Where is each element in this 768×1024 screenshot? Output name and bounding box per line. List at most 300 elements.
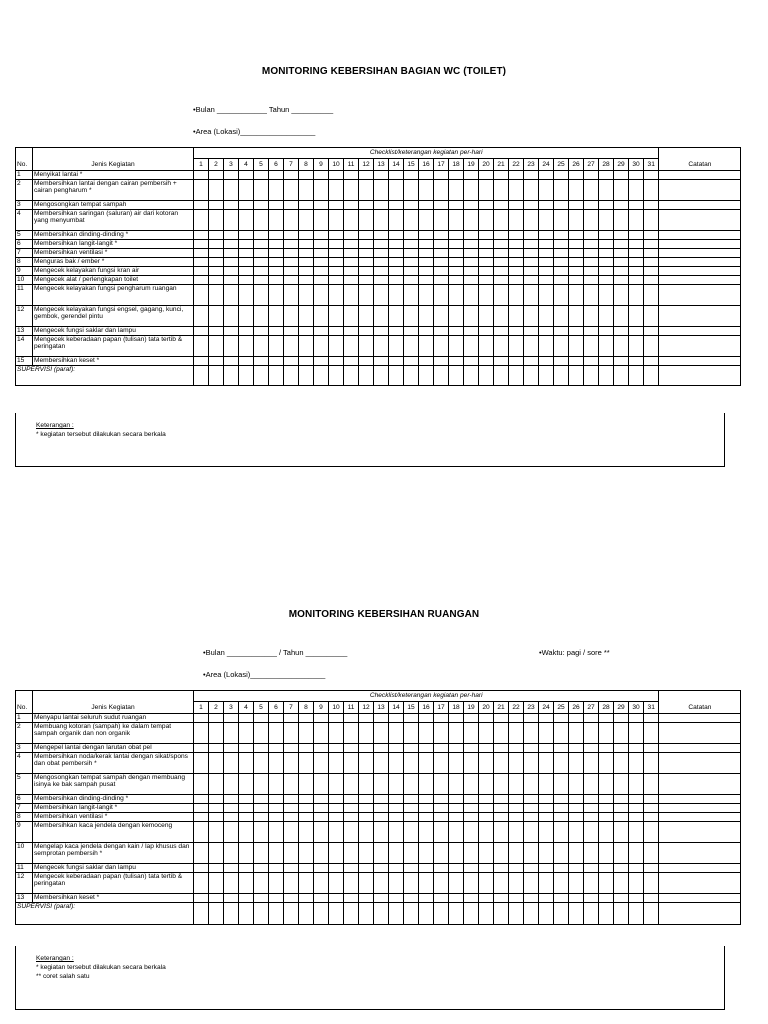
check-cell[interactable] — [284, 171, 299, 180]
check-cell[interactable] — [344, 774, 359, 795]
check-cell[interactable] — [314, 804, 329, 813]
check-cell[interactable] — [329, 357, 344, 366]
check-cell[interactable] — [479, 873, 494, 894]
check-cell[interactable] — [569, 210, 584, 231]
check-cell[interactable] — [254, 714, 269, 723]
check-cell[interactable] — [329, 822, 344, 843]
check-cell[interactable] — [509, 210, 524, 231]
check-cell[interactable] — [569, 180, 584, 201]
check-cell[interactable] — [554, 723, 569, 744]
check-cell[interactable] — [554, 753, 569, 774]
catatan-cell[interactable] — [659, 306, 741, 327]
check-cell[interactable] — [194, 201, 209, 210]
check-cell[interactable] — [419, 843, 434, 864]
check-cell[interactable] — [374, 327, 389, 336]
check-cell[interactable] — [239, 822, 254, 843]
check-cell[interactable] — [404, 249, 419, 258]
check-cell[interactable] — [224, 744, 239, 753]
paraf-cell[interactable] — [314, 903, 329, 925]
check-cell[interactable] — [224, 873, 239, 894]
check-cell[interactable] — [299, 744, 314, 753]
check-cell[interactable] — [599, 285, 614, 306]
paraf-cell[interactable] — [434, 366, 449, 386]
catatan-cell[interactable] — [659, 774, 741, 795]
check-cell[interactable] — [209, 795, 224, 804]
check-cell[interactable] — [479, 753, 494, 774]
check-cell[interactable] — [254, 276, 269, 285]
check-cell[interactable] — [404, 744, 419, 753]
check-cell[interactable] — [284, 774, 299, 795]
check-cell[interactable] — [554, 327, 569, 336]
paraf-cell[interactable] — [599, 903, 614, 925]
check-cell[interactable] — [404, 285, 419, 306]
check-cell[interactable] — [509, 285, 524, 306]
check-cell[interactable] — [599, 723, 614, 744]
check-cell[interactable] — [524, 744, 539, 753]
check-cell[interactable] — [299, 306, 314, 327]
check-cell[interactable] — [209, 813, 224, 822]
check-cell[interactable] — [194, 267, 209, 276]
check-cell[interactable] — [269, 723, 284, 744]
check-cell[interactable] — [419, 774, 434, 795]
check-cell[interactable] — [359, 774, 374, 795]
check-cell[interactable] — [644, 804, 659, 813]
check-cell[interactable] — [479, 267, 494, 276]
check-cell[interactable] — [599, 822, 614, 843]
check-cell[interactable] — [419, 873, 434, 894]
check-cell[interactable] — [539, 873, 554, 894]
check-cell[interactable] — [419, 336, 434, 357]
check-cell[interactable] — [239, 171, 254, 180]
check-cell[interactable] — [449, 714, 464, 723]
check-cell[interactable] — [254, 201, 269, 210]
check-cell[interactable] — [434, 336, 449, 357]
check-cell[interactable] — [464, 210, 479, 231]
check-cell[interactable] — [284, 240, 299, 249]
check-cell[interactable] — [344, 249, 359, 258]
check-cell[interactable] — [359, 873, 374, 894]
check-cell[interactable] — [314, 864, 329, 873]
check-cell[interactable] — [329, 201, 344, 210]
check-cell[interactable] — [629, 249, 644, 258]
check-cell[interactable] — [314, 258, 329, 267]
check-cell[interactable] — [344, 804, 359, 813]
check-cell[interactable] — [224, 753, 239, 774]
check-cell[interactable] — [539, 843, 554, 864]
check-cell[interactable] — [449, 249, 464, 258]
check-cell[interactable] — [329, 864, 344, 873]
check-cell[interactable] — [599, 267, 614, 276]
check-cell[interactable] — [449, 336, 464, 357]
check-cell[interactable] — [449, 180, 464, 201]
check-cell[interactable] — [554, 336, 569, 357]
check-cell[interactable] — [479, 201, 494, 210]
check-cell[interactable] — [419, 813, 434, 822]
check-cell[interactable] — [239, 336, 254, 357]
check-cell[interactable] — [644, 201, 659, 210]
check-cell[interactable] — [554, 774, 569, 795]
check-cell[interactable] — [494, 753, 509, 774]
check-cell[interactable] — [359, 249, 374, 258]
check-cell[interactable] — [554, 210, 569, 231]
check-cell[interactable] — [419, 231, 434, 240]
check-cell[interactable] — [314, 873, 329, 894]
check-cell[interactable] — [644, 357, 659, 366]
check-cell[interactable] — [209, 774, 224, 795]
check-cell[interactable] — [524, 201, 539, 210]
check-cell[interactable] — [314, 171, 329, 180]
paraf-cell[interactable] — [284, 903, 299, 925]
check-cell[interactable] — [194, 873, 209, 894]
check-cell[interactable] — [239, 210, 254, 231]
paraf-cell[interactable] — [209, 366, 224, 386]
check-cell[interactable] — [254, 753, 269, 774]
check-cell[interactable] — [374, 357, 389, 366]
check-cell[interactable] — [194, 258, 209, 267]
check-cell[interactable] — [209, 240, 224, 249]
check-cell[interactable] — [194, 894, 209, 903]
check-cell[interactable] — [269, 744, 284, 753]
check-cell[interactable] — [284, 822, 299, 843]
check-cell[interactable] — [479, 822, 494, 843]
paraf-cell[interactable] — [404, 366, 419, 386]
check-cell[interactable] — [434, 267, 449, 276]
check-cell[interactable] — [239, 795, 254, 804]
check-cell[interactable] — [479, 744, 494, 753]
check-cell[interactable] — [374, 258, 389, 267]
check-cell[interactable] — [389, 249, 404, 258]
check-cell[interactable] — [434, 306, 449, 327]
check-cell[interactable] — [524, 285, 539, 306]
check-cell[interactable] — [314, 240, 329, 249]
check-cell[interactable] — [509, 171, 524, 180]
check-cell[interactable] — [644, 813, 659, 822]
check-cell[interactable] — [584, 723, 599, 744]
check-cell[interactable] — [524, 864, 539, 873]
check-cell[interactable] — [449, 723, 464, 744]
check-cell[interactable] — [539, 285, 554, 306]
check-cell[interactable] — [209, 231, 224, 240]
check-cell[interactable] — [344, 864, 359, 873]
check-cell[interactable] — [614, 249, 629, 258]
check-cell[interactable] — [389, 843, 404, 864]
check-cell[interactable] — [614, 201, 629, 210]
check-cell[interactable] — [629, 864, 644, 873]
check-cell[interactable] — [299, 714, 314, 723]
check-cell[interactable] — [329, 327, 344, 336]
check-cell[interactable] — [524, 357, 539, 366]
check-cell[interactable] — [284, 336, 299, 357]
check-cell[interactable] — [284, 267, 299, 276]
check-cell[interactable] — [239, 180, 254, 201]
check-cell[interactable] — [434, 714, 449, 723]
check-cell[interactable] — [419, 804, 434, 813]
check-cell[interactable] — [614, 240, 629, 249]
check-cell[interactable] — [299, 276, 314, 285]
check-cell[interactable] — [254, 804, 269, 813]
check-cell[interactable] — [524, 813, 539, 822]
check-cell[interactable] — [569, 813, 584, 822]
check-cell[interactable] — [299, 258, 314, 267]
check-cell[interactable] — [599, 180, 614, 201]
check-cell[interactable] — [209, 357, 224, 366]
check-cell[interactable] — [434, 249, 449, 258]
check-cell[interactable] — [494, 327, 509, 336]
check-cell[interactable] — [374, 201, 389, 210]
check-cell[interactable] — [314, 894, 329, 903]
check-cell[interactable] — [299, 231, 314, 240]
check-cell[interactable] — [299, 285, 314, 306]
check-cell[interactable] — [314, 249, 329, 258]
check-cell[interactable] — [569, 357, 584, 366]
check-cell[interactable] — [404, 795, 419, 804]
check-cell[interactable] — [464, 843, 479, 864]
check-cell[interactable] — [269, 276, 284, 285]
check-cell[interactable] — [614, 774, 629, 795]
check-cell[interactable] — [584, 327, 599, 336]
check-cell[interactable] — [239, 231, 254, 240]
check-cell[interactable] — [389, 864, 404, 873]
check-cell[interactable] — [389, 822, 404, 843]
check-cell[interactable] — [464, 267, 479, 276]
check-cell[interactable] — [404, 774, 419, 795]
check-cell[interactable] — [494, 804, 509, 813]
check-cell[interactable] — [554, 258, 569, 267]
check-cell[interactable] — [509, 180, 524, 201]
check-cell[interactable] — [239, 276, 254, 285]
check-cell[interactable] — [434, 258, 449, 267]
check-cell[interactable] — [494, 240, 509, 249]
check-cell[interactable] — [359, 822, 374, 843]
check-cell[interactable] — [494, 306, 509, 327]
check-cell[interactable] — [374, 774, 389, 795]
check-cell[interactable] — [284, 723, 299, 744]
check-cell[interactable] — [284, 306, 299, 327]
check-cell[interactable] — [269, 357, 284, 366]
check-cell[interactable] — [374, 180, 389, 201]
check-cell[interactable] — [269, 336, 284, 357]
check-cell[interactable] — [509, 306, 524, 327]
check-cell[interactable] — [464, 774, 479, 795]
check-cell[interactable] — [584, 201, 599, 210]
check-cell[interactable] — [524, 171, 539, 180]
check-cell[interactable] — [404, 267, 419, 276]
check-cell[interactable] — [629, 873, 644, 894]
check-cell[interactable] — [614, 180, 629, 201]
check-cell[interactable] — [464, 306, 479, 327]
check-cell[interactable] — [194, 714, 209, 723]
check-cell[interactable] — [404, 201, 419, 210]
check-cell[interactable] — [419, 306, 434, 327]
check-cell[interactable] — [239, 357, 254, 366]
check-cell[interactable] — [524, 894, 539, 903]
check-cell[interactable] — [434, 822, 449, 843]
check-cell[interactable] — [494, 894, 509, 903]
check-cell[interactable] — [269, 774, 284, 795]
check-cell[interactable] — [239, 201, 254, 210]
paraf-cell[interactable] — [299, 366, 314, 386]
check-cell[interactable] — [554, 714, 569, 723]
check-cell[interactable] — [239, 843, 254, 864]
check-cell[interactable] — [374, 285, 389, 306]
check-cell[interactable] — [599, 249, 614, 258]
check-cell[interactable] — [449, 210, 464, 231]
check-cell[interactable] — [404, 327, 419, 336]
check-cell[interactable] — [314, 180, 329, 201]
check-cell[interactable] — [434, 327, 449, 336]
check-cell[interactable] — [599, 894, 614, 903]
check-cell[interactable] — [344, 201, 359, 210]
check-cell[interactable] — [314, 336, 329, 357]
catatan-cell[interactable] — [659, 795, 741, 804]
check-cell[interactable] — [614, 285, 629, 306]
check-cell[interactable] — [644, 231, 659, 240]
check-cell[interactable] — [449, 753, 464, 774]
check-cell[interactable] — [284, 231, 299, 240]
paraf-cell[interactable] — [209, 903, 224, 925]
check-cell[interactable] — [599, 804, 614, 813]
check-cell[interactable] — [419, 723, 434, 744]
paraf-cell[interactable] — [644, 903, 659, 925]
check-cell[interactable] — [344, 822, 359, 843]
catatan-cell[interactable] — [659, 285, 741, 306]
check-cell[interactable] — [404, 240, 419, 249]
check-cell[interactable] — [194, 744, 209, 753]
check-cell[interactable] — [434, 864, 449, 873]
paraf-cell[interactable] — [629, 366, 644, 386]
check-cell[interactable] — [374, 894, 389, 903]
check-cell[interactable] — [479, 723, 494, 744]
check-cell[interactable] — [539, 744, 554, 753]
paraf-cell[interactable] — [509, 366, 524, 386]
check-cell[interactable] — [269, 306, 284, 327]
check-cell[interactable] — [194, 210, 209, 231]
check-cell[interactable] — [329, 894, 344, 903]
check-cell[interactable] — [239, 249, 254, 258]
check-cell[interactable] — [209, 210, 224, 231]
check-cell[interactable] — [584, 714, 599, 723]
check-cell[interactable] — [344, 714, 359, 723]
check-cell[interactable] — [449, 795, 464, 804]
check-cell[interactable] — [209, 723, 224, 744]
check-cell[interactable] — [644, 267, 659, 276]
check-cell[interactable] — [479, 240, 494, 249]
check-cell[interactable] — [419, 744, 434, 753]
check-cell[interactable] — [299, 894, 314, 903]
check-cell[interactable] — [494, 774, 509, 795]
check-cell[interactable] — [434, 231, 449, 240]
catatan-cell[interactable] — [659, 714, 741, 723]
check-cell[interactable] — [404, 306, 419, 327]
check-cell[interactable] — [584, 804, 599, 813]
check-cell[interactable] — [404, 843, 419, 864]
check-cell[interactable] — [329, 753, 344, 774]
check-cell[interactable] — [629, 201, 644, 210]
check-cell[interactable] — [434, 723, 449, 744]
check-cell[interactable] — [374, 753, 389, 774]
check-cell[interactable] — [254, 231, 269, 240]
check-cell[interactable] — [644, 285, 659, 306]
check-cell[interactable] — [239, 744, 254, 753]
check-cell[interactable] — [299, 201, 314, 210]
check-cell[interactable] — [299, 804, 314, 813]
check-cell[interactable] — [299, 357, 314, 366]
check-cell[interactable] — [374, 249, 389, 258]
check-cell[interactable] — [374, 714, 389, 723]
check-cell[interactable] — [269, 249, 284, 258]
check-cell[interactable] — [329, 723, 344, 744]
check-cell[interactable] — [194, 231, 209, 240]
check-cell[interactable] — [239, 267, 254, 276]
check-cell[interactable] — [494, 267, 509, 276]
check-cell[interactable] — [209, 171, 224, 180]
check-cell[interactable] — [419, 822, 434, 843]
check-cell[interactable] — [614, 714, 629, 723]
check-cell[interactable] — [554, 843, 569, 864]
check-cell[interactable] — [314, 774, 329, 795]
check-cell[interactable] — [209, 201, 224, 210]
check-cell[interactable] — [434, 357, 449, 366]
check-cell[interactable] — [494, 357, 509, 366]
catatan-cell[interactable] — [659, 366, 741, 386]
check-cell[interactable] — [329, 336, 344, 357]
check-cell[interactable] — [464, 804, 479, 813]
check-cell[interactable] — [434, 774, 449, 795]
paraf-cell[interactable] — [374, 366, 389, 386]
check-cell[interactable] — [194, 864, 209, 873]
check-cell[interactable] — [584, 276, 599, 285]
check-cell[interactable] — [599, 774, 614, 795]
check-cell[interactable] — [509, 240, 524, 249]
paraf-cell[interactable] — [239, 366, 254, 386]
check-cell[interactable] — [449, 285, 464, 306]
check-cell[interactable] — [269, 240, 284, 249]
check-cell[interactable] — [509, 249, 524, 258]
check-cell[interactable] — [539, 171, 554, 180]
check-cell[interactable] — [599, 744, 614, 753]
check-cell[interactable] — [494, 744, 509, 753]
catatan-cell[interactable] — [659, 903, 741, 925]
check-cell[interactable] — [239, 894, 254, 903]
check-cell[interactable] — [389, 753, 404, 774]
check-cell[interactable] — [464, 714, 479, 723]
check-cell[interactable] — [539, 822, 554, 843]
check-cell[interactable] — [554, 873, 569, 894]
check-cell[interactable] — [599, 210, 614, 231]
check-cell[interactable] — [569, 201, 584, 210]
check-cell[interactable] — [254, 306, 269, 327]
check-cell[interactable] — [419, 240, 434, 249]
check-cell[interactable] — [329, 804, 344, 813]
check-cell[interactable] — [464, 276, 479, 285]
check-cell[interactable] — [464, 894, 479, 903]
check-cell[interactable] — [539, 276, 554, 285]
paraf-cell[interactable] — [524, 366, 539, 386]
check-cell[interactable] — [359, 306, 374, 327]
check-cell[interactable] — [419, 267, 434, 276]
check-cell[interactable] — [569, 714, 584, 723]
check-cell[interactable] — [359, 201, 374, 210]
check-cell[interactable] — [599, 714, 614, 723]
paraf-cell[interactable] — [539, 903, 554, 925]
check-cell[interactable] — [299, 723, 314, 744]
check-cell[interactable] — [194, 171, 209, 180]
check-cell[interactable] — [569, 171, 584, 180]
check-cell[interactable] — [524, 873, 539, 894]
check-cell[interactable] — [359, 336, 374, 357]
check-cell[interactable] — [434, 795, 449, 804]
check-cell[interactable] — [209, 894, 224, 903]
